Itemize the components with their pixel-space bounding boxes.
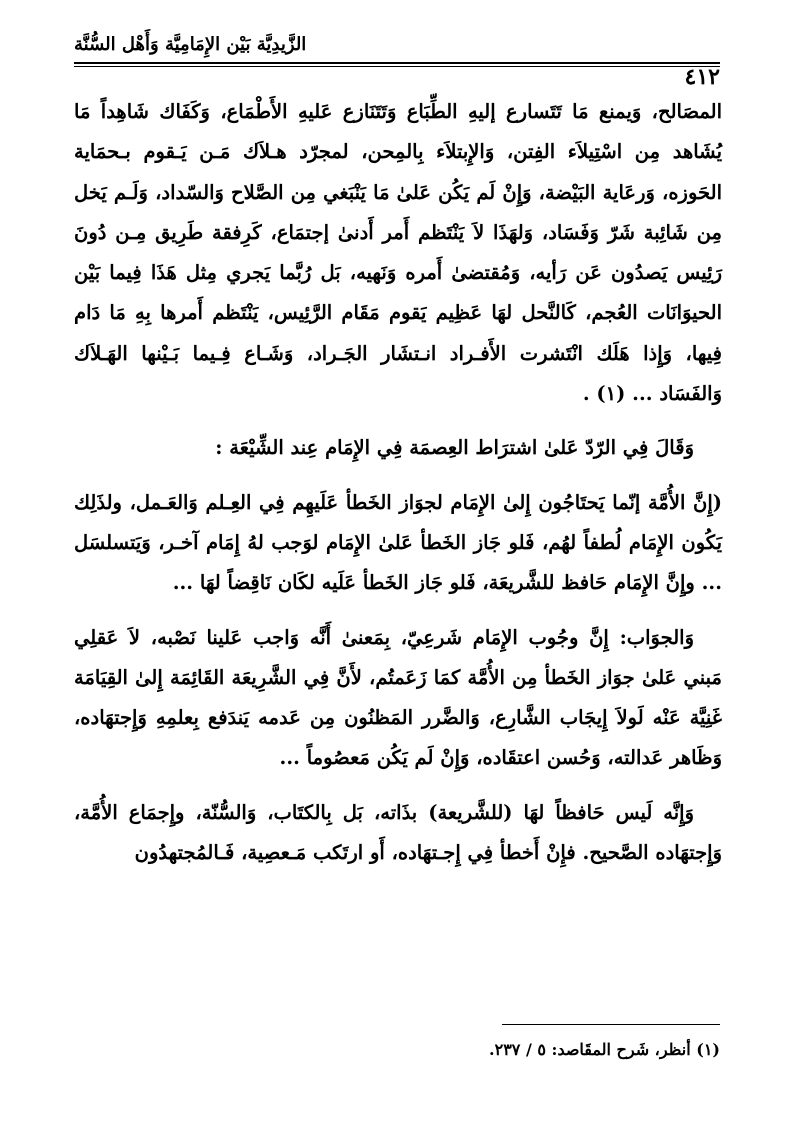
paragraph-2: وَقَالَ فِي الرّدّ عَلىٰ اشترَاط العِصمَة فِي الإِمَام عِند الشِّيْعَة :: [215, 436, 694, 460]
running-header: [74, 28, 720, 90]
paragraph-1: المصَالح، وَيمنع مَا تَتَسارع إليهِ الطِّبَاع وَتَتَنَازع عَليهِ الأَطْمَاع، وَكَفَاك شَاهِداً مَا يُشَاهد مِن اسْتِيلاَء الفِتن، وَالإِبتلاَء بِالمِحن، لمجرّد هـلاَك مَـن يَـقوم بـحمَاية الحَوزه، وَرعَاية البَيْضة، وَإِنْ لَم يَكُن عَلىٰ مَا يَنْبَغي مِن الصَّلاح وَالسّداد، وَلَـم يَخل مِن شَائِبة شَرّ وَفَسَاد، وَلهَذَا لاَ يَنْتَظم أَمر أَدنىٰ إجتمَاع، كَرِفقة طَرِيق مِـن دُونَ رَئِيس يَصدُون عَن رَأيه، وَمُقتضىٰ أَمره وَنَهيه، بَل رُبَّما يَجري مِثل هَذَا فِيما بَيْن الحيوَانَات العُجم، كَالنَّحل لهَا عَظِيم يَقوم مَقَام الرَّئِيس، يَنْتَظم أَمرها بِهِ مَا دَام فِيها، وَإِذا هَلَك انْتَشرت الأَفـراد انـتشَار الجَـراد، وَشَـاع فِـيما بَـيْنها الهَـلاَك وَالفَسَاد ... (١) .: [74, 100, 722, 406]
main-text: [74, 92, 722, 873]
paragraph-3: (إِنَّ الأُمَّة إنّما يَحتَاجُون إِلىٰ الإِمَام لجوَاز الخَطأ عَلَيهِم فِي العِـلم وَالعَـمل، ولذَلِك يَكُون الإِمَام لُطفاً لهُم، فَلو جَاز الخَطأ عَلىٰ الإِمَام لوَجب لهُ إِمَام آخـر، وَيَتسلسَل ... وإِنَّ الإِمَام حَافظ للشَّريعَة، فَلو جَاز الخَطأ عَلَيه لكَان نَاقِضاً لهَا ...: [74, 490, 722, 595]
header-divider: [74, 62, 720, 64]
header-divider-thin: [74, 66, 720, 67]
running-title: الزَّيدِيَّة بَيْن الإِمَامِيَّة وَأَهْل السُّنَّة: [74, 34, 307, 55]
paragraph-4: وَالجوَاب: إِنَّ وجُوب الإِمَام شَرعِيّ، بِمَعنىٰ أَنَّه وَاجب عَلينا نَصْبه، لاَ عَقلِي مَبني عَلىٰ جوَاز الخَطأ مِن الأُمَّة كمَا زَعَمتُم، لأَنَّ فِي الشَّرِيعَة القَائِمَة إِلىٰ القِيَامَة غَنِيَّة عَنْه لَولاَ إِيجَاب الشَّارِع، وَالضَّرر المَظنُون مِن عَدمه يَندَفع بِعلمِهِ وَإِجتهَاده، وَظَاهر عَدالته، وَحُسن اعتقَاده، وَإِنْ لَم يَكُن مَعصُوماً ...: [74, 625, 722, 770]
footnote: (١) أنظر، شَرح المقَاصد: ٥ / ٢٣٧.: [489, 1040, 720, 1059]
footnote-divider: [502, 1024, 720, 1025]
paragraph-5: وَإِنَّه لَيس حَافظاً لهَا (للشَّريعة) بذَاته، بَل بِالكتَاب، وَالسُّنّة، وإِجمَاع الأُمَّة، وَإِجتهَاده الصَّحيح. فإِنْ أَخطأ فِي إِجـتهَاده، أَو ارتَكب مَـعصِية، فَـالمُجتهدُون: [74, 800, 722, 865]
page-number: ٤١٢: [684, 64, 720, 90]
